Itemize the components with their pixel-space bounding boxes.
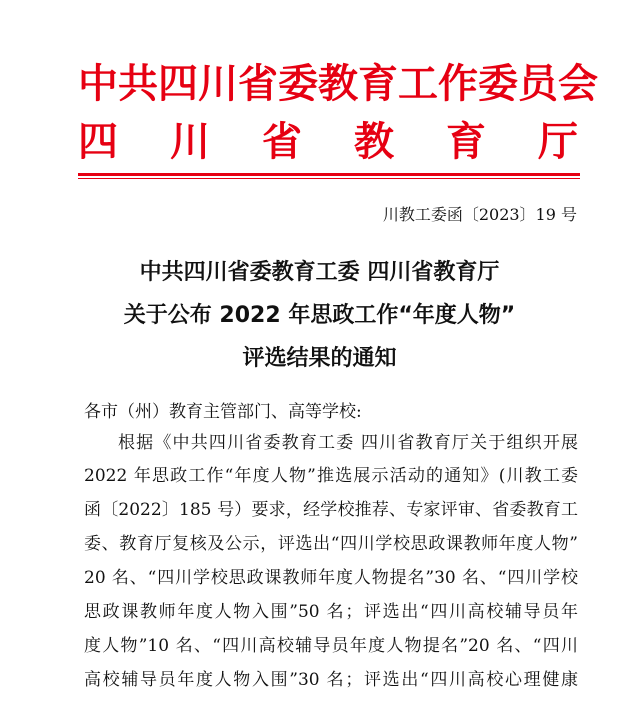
- title-line1: 中共四川省委教育工委 四川省教育厅: [139, 260, 500, 285]
- body-line: 思政课教师年度人物入围”50 名；评选出“四川高校辅导员年: [84, 602, 578, 622]
- body-line: 2022 年思政工作“年度人物”推选展示活动的通知》(川教工委: [84, 466, 578, 486]
- document-number: 川教工委函〔2023〕19 号: [382, 205, 577, 224]
- body-line: 高校辅导员年度人物入围”30 名；评选出“四川高校心理健康: [84, 670, 578, 690]
- body-line: 度人物”10 名、“四川高校辅导员年度人物提名”20 名、“四川: [84, 636, 578, 656]
- title-line3: 评选结果的通知: [242, 346, 397, 371]
- body-line: 根据《中共四川省委教育工委 四川省教育厅关于组织开展: [118, 433, 578, 453]
- body-line: 20 名、“四川学校思政课教师年度人物提名”30 名、“四川学校: [84, 568, 578, 588]
- letterhead-divider-thick: [78, 173, 580, 176]
- title-line2: 关于公布 2022 年思政工作“年度人物”: [123, 303, 516, 328]
- body-line: 函〔2022〕185 号）要求，经学校推荐、专家评审、省委教育工: [84, 500, 578, 520]
- letterhead-divider-thin: [78, 178, 580, 179]
- letterhead-line1: 中共四川省委教育工作委员会: [78, 61, 598, 107]
- salutation: 各市（州）教育主管部门、高等学校:: [84, 402, 362, 422]
- body-line: 委、教育厅复核及公示，评选出“四川学校思政课教师年度人物”: [84, 534, 578, 554]
- letterhead-line2: 四 川 省 教 育 厅: [78, 119, 578, 165]
